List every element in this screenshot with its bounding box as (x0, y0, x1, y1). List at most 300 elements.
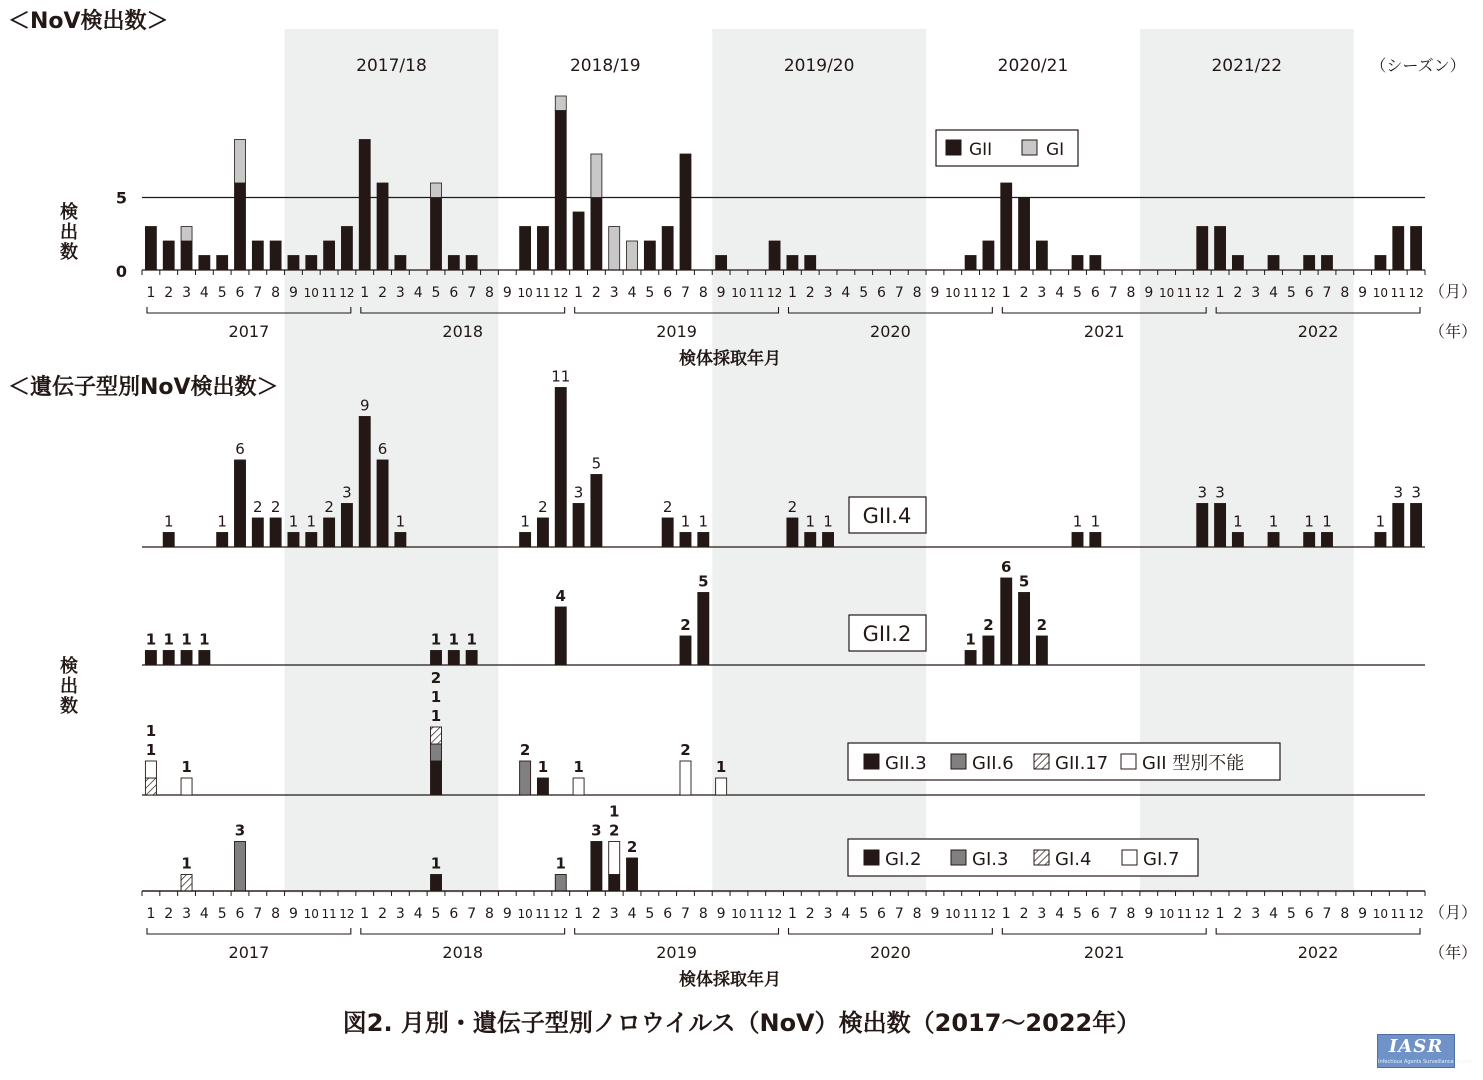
month-tick-label: 10 (1372, 907, 1389, 921)
month-tick-label: 6 (663, 906, 673, 922)
month-tick-label: 11 (535, 286, 551, 300)
bar-gii-6 (520, 761, 531, 795)
month-tick-label: 8 (271, 906, 281, 922)
month-tick-label: 5 (217, 906, 227, 922)
bar-gii-4 (787, 518, 798, 547)
month-tick-label: 3 (1037, 285, 1047, 301)
month-tick-label: 2 (164, 285, 174, 301)
month-tick-label: 1 (574, 285, 584, 301)
season-label: 2018/19 (569, 56, 641, 76)
month-tick-label: 11 (1390, 286, 1406, 300)
year-bracket (361, 928, 565, 934)
bar-gii-4 (1321, 533, 1332, 548)
bar-gii-4 (235, 460, 246, 547)
data-label: 1 (181, 758, 192, 776)
bar-gii-4 (306, 533, 317, 548)
top-chart-title: ＜NoV検出数＞ (8, 9, 169, 34)
bar-gii- (716, 778, 727, 795)
data-label: 3 (342, 483, 352, 502)
bar-gii-4 (1268, 533, 1279, 548)
bar-gii-2 (1001, 578, 1012, 665)
month-tick-label: 3 (1251, 906, 1261, 922)
month-tick-label: 2 (1019, 285, 1029, 301)
bar-gii-17 (145, 778, 156, 795)
bar-gii-4 (217, 533, 228, 548)
bottom-chart-title: ＜遺伝子型別NoV検出数＞ (8, 375, 279, 400)
month-tick-label: 12 (1194, 907, 1210, 921)
bar-gi-3 (555, 875, 566, 892)
month-tick-label: 11 (749, 907, 765, 921)
year-unit-label: （年） (1428, 322, 1478, 341)
bar-gii (431, 198, 442, 271)
month-tick-label: 1 (574, 906, 584, 922)
month-tick-label: 7 (467, 285, 477, 301)
year-label: 2018 (442, 943, 484, 962)
month-tick-label: 9 (1144, 285, 1154, 301)
bar-gii- (181, 778, 192, 795)
month-tick-label: 5 (1286, 285, 1296, 301)
legend-label-gii-3: GII.3 (885, 753, 927, 774)
data-label: 1 (537, 758, 549, 776)
bar-gii-4 (1197, 504, 1208, 548)
bar-gii-2 (199, 651, 210, 666)
month-tick-label: 7 (894, 906, 904, 922)
month-tick-label: 1 (146, 285, 156, 301)
bar-gi-4 (181, 875, 192, 892)
month-tick-label: 1 (787, 285, 797, 301)
data-label: 5 (698, 572, 709, 591)
data-label: 1 (145, 741, 157, 759)
month-tick-label: 3 (1251, 285, 1261, 301)
data-label: 1 (448, 630, 460, 649)
month-tick-label: 9 (1144, 906, 1154, 922)
month-unit-label: （月） (1428, 903, 1478, 922)
month-tick-label: 7 (1108, 285, 1118, 301)
bar-gii (1411, 227, 1422, 271)
year-unit-label: （年） (1428, 943, 1478, 962)
bar-gii-4 (1375, 533, 1386, 548)
data-label: 2 (662, 498, 673, 516)
data-label: 1 (608, 802, 620, 821)
bar-gi-7 (609, 842, 620, 875)
month-tick-label: 8 (1340, 285, 1350, 301)
bar-gii (644, 241, 655, 270)
month-tick-label: 3 (609, 285, 619, 301)
legend-swatch-gi-4 (1034, 850, 1049, 865)
month-tick-label: 9 (1358, 285, 1368, 301)
data-label: 1 (555, 854, 566, 873)
month-tick-label: 6 (235, 285, 245, 301)
legend-swatch-gii-3 (864, 754, 879, 769)
month-tick-label: 12 (339, 286, 355, 300)
year-label: 2020 (870, 943, 911, 962)
bar-gii-4 (163, 533, 174, 548)
month-tick-label: 7 (1322, 285, 1332, 301)
year-label: 2017 (228, 322, 270, 341)
month-tick-label: 5 (1073, 906, 1082, 922)
month-tick-label: 4 (1269, 906, 1278, 922)
x-axis-title: 検体採取年月 (679, 349, 781, 369)
month-tick-label: 6 (1090, 285, 1100, 301)
bar-gii (359, 140, 370, 271)
month-tick-label: 4 (627, 285, 637, 301)
month-tick-label: 4 (413, 906, 423, 922)
data-label: 1 (145, 722, 157, 740)
month-tick-label: 11 (962, 907, 979, 921)
bar-gii- (145, 761, 156, 778)
bar-gii (395, 256, 406, 271)
month-tick-label: 3 (395, 906, 405, 922)
bar-gii-4 (1304, 533, 1315, 548)
data-label: 2 (787, 498, 798, 516)
month-tick-label: 10 (517, 286, 533, 300)
month-tick-label: 6 (1090, 906, 1100, 922)
month-tick-label: 6 (663, 285, 673, 301)
legend-label-gi-3: GI.3 (972, 849, 1009, 870)
bar-gii-4 (520, 533, 531, 548)
bar-gii (1232, 256, 1243, 271)
year-bracket (1002, 928, 1206, 934)
month-tick-label: 4 (627, 906, 637, 922)
data-label: 2 (680, 741, 691, 759)
data-label: 3 (1411, 483, 1421, 502)
bar-gii-4 (591, 475, 602, 548)
month-tick-label: 8 (912, 285, 922, 301)
data-label: 5 (591, 454, 602, 473)
month-tick-label: 3 (609, 906, 619, 922)
month-tick-label: 9 (930, 285, 940, 301)
data-label: 1 (520, 512, 530, 531)
bar-gii-2 (680, 636, 691, 665)
month-tick-label: 11 (321, 907, 337, 921)
month-tick-label: 5 (1073, 285, 1082, 301)
month-tick-label: 9 (716, 285, 726, 301)
data-label: 6 (1001, 558, 1012, 576)
month-tick-label: 8 (1126, 285, 1136, 301)
bar-gii (270, 241, 281, 270)
bar-gii (662, 227, 673, 271)
month-tick-label: 7 (681, 906, 690, 922)
bar-gii (1321, 256, 1332, 271)
data-label: 1 (163, 512, 174, 531)
month-tick-label: 10 (1158, 286, 1175, 300)
bar-gii-4 (270, 518, 281, 547)
data-label: 1 (430, 630, 442, 649)
month-tick-label: 12 (553, 907, 569, 921)
panel-label-gii-4: GII.4 (862, 504, 912, 528)
y-axis-title-bottom: 検 (60, 656, 78, 677)
bar-gii-4 (1090, 533, 1101, 548)
month-tick-label: 12 (766, 286, 783, 300)
bar-gii (163, 241, 174, 270)
bar-gii-2 (145, 651, 156, 666)
data-label: 5 (1018, 572, 1030, 591)
legend-label-gii: GII (969, 140, 993, 160)
month-tick-label: 12 (553, 286, 569, 300)
month-tick-label: 12 (766, 907, 783, 921)
bar-gii (1036, 241, 1047, 270)
data-label: 11 (551, 367, 571, 386)
month-tick-label: 8 (698, 906, 708, 922)
data-label: 2 (324, 498, 334, 516)
year-label: 2021 (1083, 322, 1125, 341)
month-tick-label: 5 (859, 285, 869, 301)
month-tick-label: 2 (591, 906, 601, 922)
month-tick-label: 1 (1215, 285, 1225, 301)
month-tick-label: 2 (378, 906, 388, 922)
month-tick-label: 6 (1304, 906, 1314, 922)
bar-gii-4 (324, 518, 335, 547)
data-label: 3 (1215, 483, 1225, 502)
bar-gii (1197, 227, 1208, 271)
data-label: 1 (1233, 512, 1243, 531)
bar-gii (217, 256, 228, 271)
data-label: 1 (1268, 512, 1279, 531)
year-bracket (147, 928, 351, 934)
data-label: 1 (430, 707, 442, 725)
bar-gi (555, 96, 566, 111)
month-tick-label: 2 (805, 285, 815, 301)
bar-gii (181, 241, 192, 270)
bar-gii (448, 256, 459, 271)
month-tick-label: 12 (339, 907, 355, 921)
bar-gi-2 (627, 858, 638, 891)
bar-gii (1019, 198, 1030, 271)
month-tick-label: 6 (877, 285, 886, 301)
bar-gii-2 (181, 651, 192, 666)
month-tick-label: 5 (217, 285, 227, 301)
bar-gii (1393, 227, 1404, 271)
month-tick-label: 10 (303, 907, 319, 921)
month-tick-label: 1 (360, 285, 370, 301)
data-label: 1 (199, 630, 210, 649)
data-label: 1 (1375, 512, 1386, 531)
bar-gii (1072, 256, 1083, 271)
bar-gi (627, 241, 638, 270)
year-label: 2018 (442, 322, 484, 341)
bar-gii (805, 256, 816, 271)
bar-gii-2 (163, 651, 174, 666)
legend-swatch-gi-2 (864, 850, 879, 865)
month-tick-label: 9 (289, 285, 298, 301)
bar-gi-2 (431, 875, 442, 892)
month-tick-label: 9 (502, 906, 512, 922)
bar-gii-4 (288, 533, 299, 548)
month-tick-label: 2 (1019, 906, 1029, 922)
legend-swatch-gii-17 (1034, 754, 1049, 769)
month-tick-label: 9 (289, 906, 298, 922)
year-bracket (575, 928, 779, 934)
bar-gii-2 (555, 607, 566, 665)
month-tick-label: 8 (1126, 906, 1136, 922)
bar-gii (288, 256, 299, 271)
bar-gii (1001, 183, 1012, 270)
legend-swatch-gii-6 (951, 754, 966, 769)
bar-gii-3 (431, 761, 442, 795)
month-tick-label: 3 (823, 285, 833, 301)
year-bracket (1216, 928, 1420, 934)
bar-gii-4 (395, 533, 406, 548)
bar-gii-4 (680, 533, 691, 548)
bar-gi-3 (235, 842, 246, 892)
month-tick-label: 3 (1037, 906, 1047, 922)
y-axis-title: 検 (60, 202, 78, 223)
month-tick-label: 1 (787, 906, 797, 922)
bar-gii-4 (341, 504, 352, 548)
month-tick-label: 12 (1408, 286, 1424, 300)
legend-label-gi-7: GI.7 (1143, 849, 1180, 870)
season-label: 2019/20 (783, 56, 855, 76)
month-tick-label: 5 (431, 906, 441, 922)
bar-gii-2 (1019, 593, 1030, 666)
month-tick-label: 9 (716, 906, 726, 922)
month-tick-label: 4 (413, 285, 423, 301)
data-label: 1 (1090, 512, 1101, 531)
x-axis-title: 検体採取年月 (679, 970, 781, 990)
month-tick-label: 2 (591, 285, 601, 301)
data-label: 1 (680, 512, 691, 531)
bar-gii-4 (359, 417, 370, 548)
month-tick-label: 4 (1055, 906, 1065, 922)
bar-gii (680, 154, 691, 270)
legend-swatch-gi-7 (1122, 850, 1137, 865)
bar-gii (591, 198, 602, 271)
y-axis-title-bottom: 数 (60, 696, 78, 717)
month-tick-label: 2 (1233, 906, 1243, 922)
bar-gii-4 (662, 518, 673, 547)
panel-label-gii-2: GII.2 (862, 622, 912, 646)
bar-gii-2 (983, 636, 994, 665)
data-label: 1 (395, 512, 406, 531)
data-label: 1 (1322, 512, 1332, 531)
data-label: 1 (288, 512, 299, 531)
month-tick-label: 5 (431, 285, 441, 301)
month-tick-label: 1 (1215, 906, 1225, 922)
month-tick-label: 7 (467, 906, 477, 922)
bar-gii (199, 256, 210, 271)
data-label: 1 (181, 630, 192, 649)
year-label: 2019 (656, 943, 697, 962)
month-tick-label: 4 (841, 906, 851, 922)
month-tick-label: 12 (1194, 286, 1210, 300)
data-label: 1 (805, 512, 816, 531)
month-tick-label: 11 (1176, 907, 1193, 921)
month-tick-label: 11 (749, 286, 765, 300)
bar-gii (1215, 227, 1226, 271)
data-label: 2 (253, 498, 263, 516)
month-tick-label: 1 (146, 906, 156, 922)
bar-gii-2 (431, 651, 442, 666)
bar-gii (324, 241, 335, 270)
data-label: 1 (430, 688, 442, 706)
month-tick-label: 7 (253, 285, 263, 301)
bar-gi (431, 183, 442, 198)
year-label: 2022 (1297, 322, 1339, 341)
month-tick-label: 4 (199, 906, 209, 922)
month-tick-label: 10 (731, 286, 747, 300)
month-tick-label: 5 (1286, 906, 1296, 922)
data-label: 2 (983, 616, 994, 634)
data-label: 2 (626, 838, 638, 856)
iasr-logo-text: IASR (1388, 1036, 1444, 1057)
month-tick-label: 10 (517, 907, 533, 921)
bar-gii-6 (431, 744, 442, 761)
data-label: 1 (1072, 512, 1083, 531)
month-tick-label: 10 (1158, 907, 1175, 921)
data-label: 1 (698, 512, 709, 531)
month-tick-label: 9 (502, 285, 512, 301)
month-tick-label: 8 (1340, 906, 1350, 922)
month-tick-label: 6 (449, 906, 459, 922)
month-tick-label: 11 (1390, 907, 1406, 921)
bar-gii (145, 227, 156, 271)
bar-gii-4 (1232, 533, 1243, 548)
month-tick-label: 10 (303, 286, 319, 300)
legend-swatch-gii (946, 140, 961, 155)
bar-gii (1304, 256, 1315, 271)
month-tick-label: 3 (182, 906, 192, 922)
bar-gi-2 (609, 875, 620, 892)
month-tick-label: 4 (199, 285, 209, 301)
bar-gii (983, 241, 994, 270)
month-tick-label: 3 (395, 285, 405, 301)
data-label: 1 (965, 630, 976, 649)
month-tick-label: 10 (731, 907, 747, 921)
data-label: 6 (235, 440, 245, 458)
month-tick-label: 8 (912, 906, 922, 922)
bar-gii-4 (698, 533, 709, 548)
month-tick-label: 7 (1108, 906, 1118, 922)
bar-gii (341, 227, 352, 271)
month-tick-label: 10 (1372, 286, 1389, 300)
month-tick-label: 6 (1304, 285, 1314, 301)
iasr-logo (1377, 1034, 1472, 1068)
month-tick-label: 5 (645, 906, 655, 922)
y-tick-label: 5 (115, 188, 127, 208)
year-label: 2021 (1083, 943, 1125, 962)
bar-gi-2 (591, 842, 602, 892)
data-label: 2 (270, 498, 281, 516)
data-label: 4 (555, 587, 566, 605)
month-tick-label: 8 (485, 906, 494, 922)
month-tick-label: 1 (1001, 906, 1011, 922)
legend-swatch-gi (1022, 140, 1037, 155)
month-tick-label: 2 (164, 906, 174, 922)
bar-gii-2 (466, 651, 477, 666)
month-tick-label: 5 (645, 285, 655, 301)
data-label: 1 (466, 630, 477, 649)
month-tick-label: 12 (1408, 907, 1424, 921)
data-label: 1 (181, 854, 192, 873)
month-tick-label: 2 (1233, 285, 1243, 301)
legend-label-gii-17: GII.17 (1055, 753, 1109, 774)
bar-gii (235, 183, 246, 270)
bar-gi (609, 227, 620, 271)
bar-gii (555, 111, 566, 271)
data-label: 3 (591, 821, 602, 840)
bar-gii-2 (1036, 636, 1047, 665)
month-tick-label: 9 (930, 906, 940, 922)
bar-gii-4 (573, 504, 584, 548)
bar-gii- (680, 761, 691, 795)
legend-label-gi: GI (1046, 140, 1065, 160)
legend-label-gii-: GII 型別不能 (1142, 753, 1245, 774)
season-label: 2017/18 (356, 56, 427, 76)
bar-gii-4 (1072, 533, 1083, 548)
month-tick-label: 8 (271, 285, 281, 301)
month-tick-label: 12 (980, 907, 997, 921)
month-tick-label: 11 (321, 286, 337, 300)
